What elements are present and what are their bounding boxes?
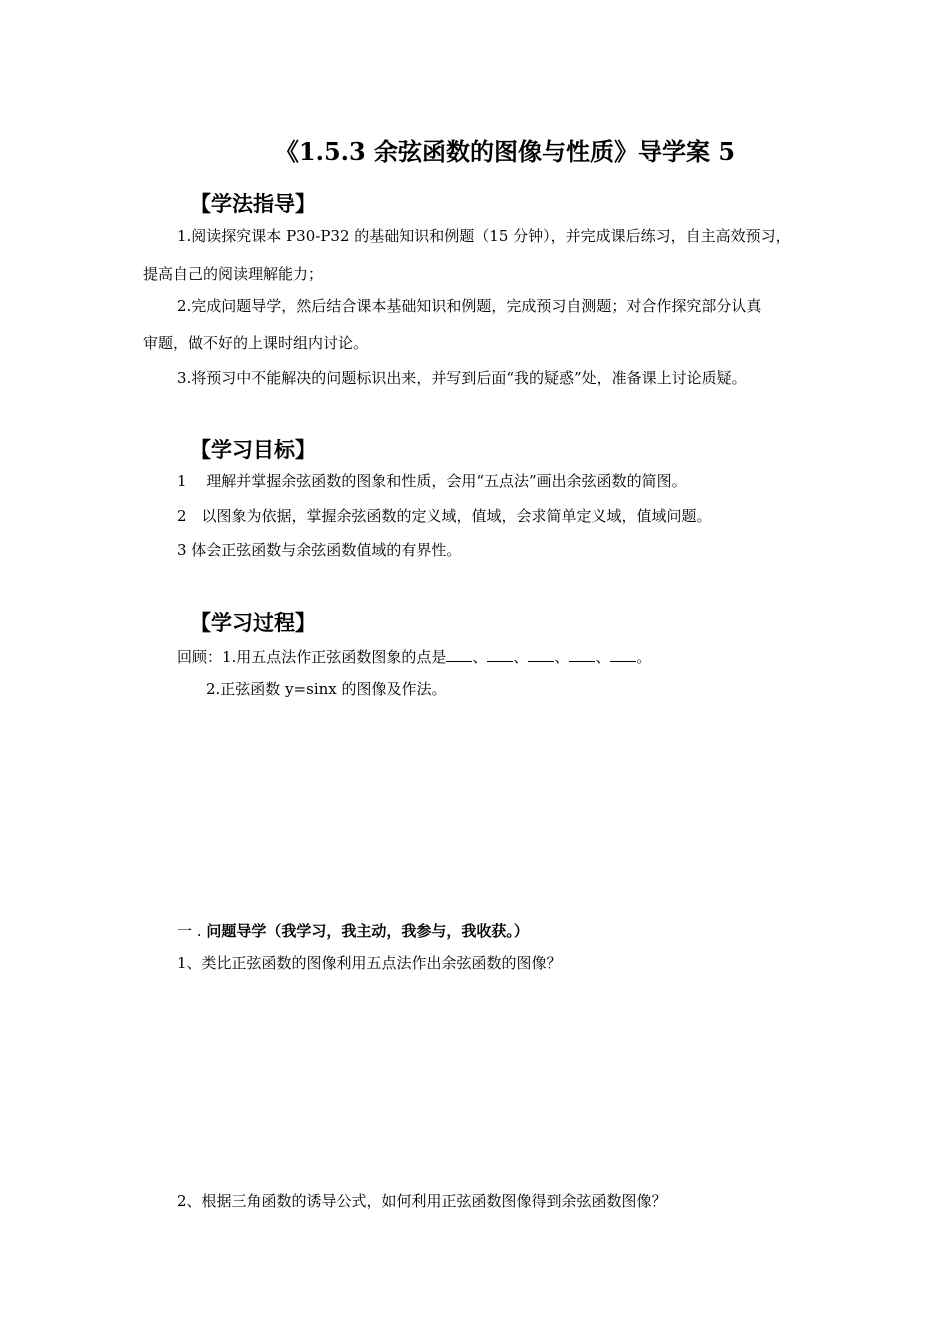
answer-blank-4[interactable]: [569, 648, 595, 662]
review-line-2: 2.正弦函数 y=sinx 的图像及作法。: [206, 680, 447, 698]
answer-blank-5[interactable]: [610, 648, 636, 662]
review-end: 。: [636, 648, 652, 666]
blank-separator: 、: [472, 648, 488, 666]
question-2: 2、根据三角函数的诱导公式，如何利用正弦函数图像得到余弦函数图像？: [177, 1192, 667, 1210]
question-1: 1、类比正弦函数的图像利用五点法作出余弦函数的图像？: [177, 954, 562, 972]
answer-blank-1[interactable]: [446, 648, 472, 662]
study-guide-p2-line1: 2.完成问题导学，然后结合课本基础知识和例题，完成预习自测题；对合作探究部分认真: [177, 297, 762, 315]
answer-blank-2[interactable]: [487, 648, 513, 662]
objective-item-2: 2 以图象为依据，掌握余弦函数的定义域，值域，会求简单定义域，值域问题。: [177, 507, 712, 525]
blank-separator: 、: [513, 648, 529, 666]
study-guide-heading: 【学法指导】: [190, 192, 316, 216]
guided-questions-heading: [177, 920, 529, 941]
guided-questions-title: 问题导学（我学习，我主动，我参与，我收获。）: [206, 922, 529, 940]
blank-separator: 、: [554, 648, 570, 666]
objective-item-1: 1 理解并掌握余弦函数的图象和性质，会用“五点法”画出余弦函数的简图。: [177, 472, 687, 490]
study-guide-p1-line1: 1.阅读探究课本 P30-P32 的基础知识和例题（15 分钟），并完成课后练习，自主高效预习，: [177, 227, 791, 245]
review-line-1: [177, 648, 651, 665]
blank-separator: 、: [595, 648, 611, 666]
objectives-heading: 【学习目标】: [190, 438, 316, 462]
answer-blank-3[interactable]: [528, 648, 554, 662]
guided-questions-prefix: 一 .: [177, 922, 207, 940]
document-title: 《1.5.3 余弦函数的图像与性质》导学案 5: [274, 137, 736, 166]
objective-item-3: 3 体会正弦函数与余弦函数值域的有界性。: [177, 541, 462, 559]
process-heading: 【学习过程】: [190, 611, 316, 635]
study-guide-p2-line2: 审题，做不好的上课时组内讨论。: [143, 334, 369, 352]
review-prefix: 回顾：1.用五点法作正弦函数图象的点是: [177, 648, 447, 666]
study-guide-p3: 3.将预习中不能解决的问题标识出来，并写到后面“我的疑惑”处，准备课上讨论质疑。: [177, 369, 747, 387]
study-guide-p1-line2: 提高自己的阅读理解能力；: [143, 265, 324, 283]
